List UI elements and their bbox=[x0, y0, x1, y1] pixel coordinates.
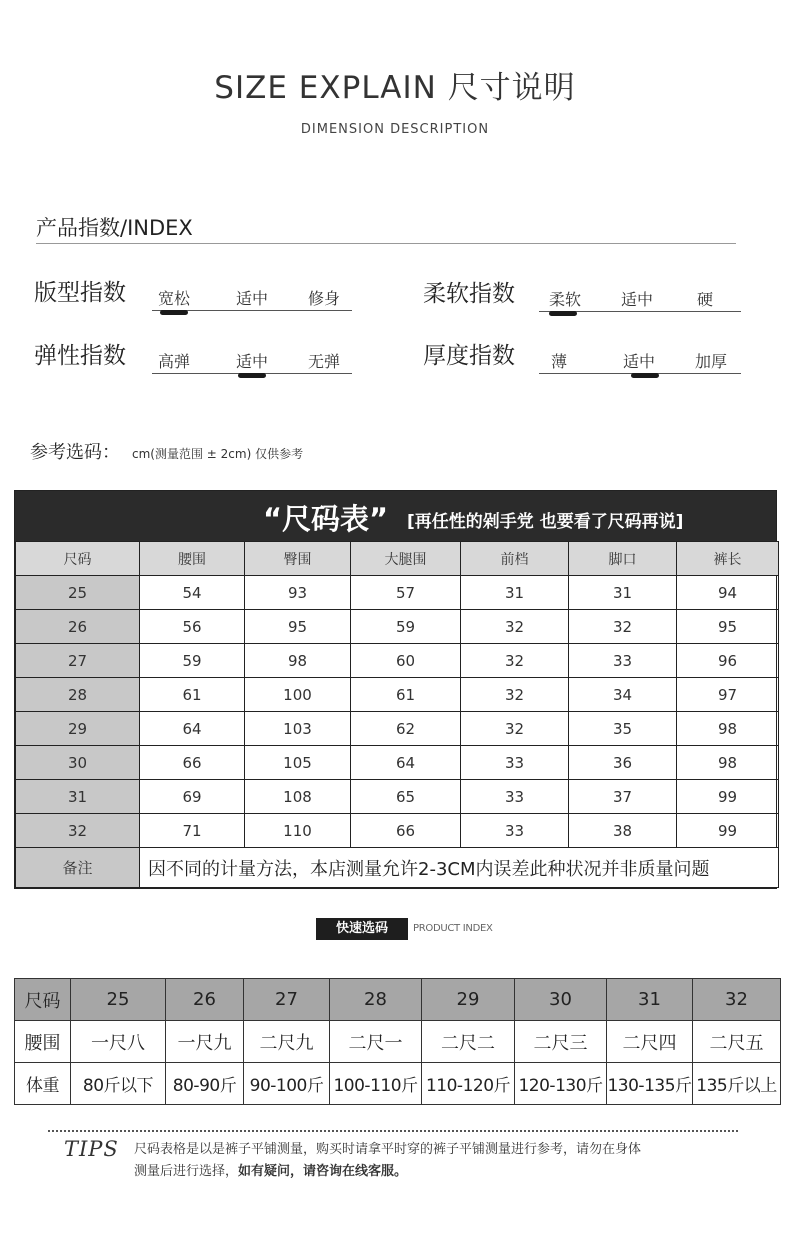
table-cell: 64 bbox=[140, 712, 245, 746]
column-header: 尺码 bbox=[16, 542, 140, 576]
scale-label: 弹性指数 bbox=[34, 343, 126, 369]
table-row bbox=[16, 814, 779, 848]
quick-cell: 110-120斤 bbox=[422, 1063, 515, 1105]
size-chart-banner bbox=[15, 491, 776, 541]
quick-select-badge: 快速选码 bbox=[316, 918, 408, 940]
column-header: 腰围 bbox=[140, 542, 245, 576]
table-cell: 61 bbox=[351, 678, 461, 712]
scale-option: 硬 bbox=[697, 290, 714, 309]
scale-option: 柔软 bbox=[549, 290, 582, 309]
tips-line-2a: 测量后进行选择， bbox=[134, 1164, 239, 1179]
quick-cell: 二尺三 bbox=[515, 1021, 607, 1063]
table-cell: 31 bbox=[461, 576, 569, 610]
size-chart-title: “尺码表” bbox=[263, 502, 389, 536]
quick-row-label: 尺码 bbox=[15, 979, 71, 1021]
quick-cell: 一尺九 bbox=[166, 1021, 244, 1063]
table-cell: 69 bbox=[140, 780, 245, 814]
size-cell: 32 bbox=[16, 814, 140, 848]
tips-tag: TIPS bbox=[64, 1137, 119, 1161]
table-cell: 97 bbox=[677, 678, 779, 712]
quick-cell: 一尺八 bbox=[71, 1021, 166, 1063]
table-cell: 98 bbox=[677, 712, 779, 746]
table-row bbox=[16, 644, 779, 678]
quick-cell: 80-90斤 bbox=[166, 1063, 244, 1105]
table-cell: 110 bbox=[245, 814, 351, 848]
quick-cell: 130-135斤 bbox=[607, 1063, 693, 1105]
quick-cell: 二尺五 bbox=[693, 1021, 781, 1063]
quick-cell: 27 bbox=[244, 979, 330, 1021]
table-cell: 61 bbox=[140, 678, 245, 712]
table-row bbox=[16, 610, 779, 644]
table-cell: 93 bbox=[245, 576, 351, 610]
quick-cell: 120-130斤 bbox=[515, 1063, 607, 1105]
softness-index-scale bbox=[423, 275, 743, 315]
table-row bbox=[16, 712, 779, 746]
table-cell: 37 bbox=[569, 780, 677, 814]
table-cell: 57 bbox=[351, 576, 461, 610]
column-header: 裤长 bbox=[677, 542, 779, 576]
quick-select-table bbox=[14, 978, 781, 1105]
column-header: 脚口 bbox=[569, 542, 677, 576]
scale-option: 适中 bbox=[621, 290, 654, 309]
table-cell: 32 bbox=[569, 610, 677, 644]
size-cell: 28 bbox=[16, 678, 140, 712]
tips-line-1: 尺码表格是以是裤子平铺测量，购买时请拿平时穿的裤子平铺测量进行参考，请勿在身体 bbox=[134, 1142, 642, 1157]
quick-cell: 30 bbox=[515, 979, 607, 1021]
table-header-row bbox=[16, 542, 779, 576]
quick-cell: 32 bbox=[693, 979, 781, 1021]
thickness-index-scale bbox=[423, 337, 743, 377]
index-divider bbox=[36, 243, 736, 244]
table-cell: 96 bbox=[677, 644, 779, 678]
quick-cell: 100-110斤 bbox=[330, 1063, 422, 1105]
table-cell: 32 bbox=[461, 610, 569, 644]
table-cell: 100 bbox=[245, 678, 351, 712]
scale-option: 修身 bbox=[308, 289, 341, 308]
quick-cell: 90-100斤 bbox=[244, 1063, 330, 1105]
quick-row-label: 体重 bbox=[15, 1063, 71, 1105]
scale-option: 薄 bbox=[551, 352, 568, 371]
scale-label: 厚度指数 bbox=[423, 343, 515, 369]
table-cell: 59 bbox=[140, 644, 245, 678]
page-title: SIZE EXPLAIN 尺寸说明 bbox=[214, 70, 576, 106]
reference-note: cm(测量范围 ± 2cm) 仅供参考 bbox=[132, 447, 304, 461]
quick-cell: 26 bbox=[166, 979, 244, 1021]
reference-label: 参考选码： bbox=[30, 442, 120, 463]
column-header: 大腿围 bbox=[351, 542, 461, 576]
table-cell: 32 bbox=[461, 712, 569, 746]
table-cell: 94 bbox=[677, 576, 779, 610]
table-cell: 71 bbox=[140, 814, 245, 848]
table-cell: 33 bbox=[461, 780, 569, 814]
tips-line-2b: 如有疑问，请咨询在线客服。 bbox=[238, 1164, 408, 1179]
quick-cell: 28 bbox=[330, 979, 422, 1021]
scale-label: 版型指数 bbox=[34, 280, 126, 306]
quick-header-row bbox=[15, 979, 781, 1021]
scale-option: 适中 bbox=[236, 352, 269, 371]
size-cell: 29 bbox=[16, 712, 140, 746]
table-row bbox=[16, 576, 779, 610]
table-cell: 62 bbox=[351, 712, 461, 746]
scale-label: 柔软指数 bbox=[423, 281, 515, 307]
scale-selected-marker bbox=[631, 373, 659, 378]
size-chart-table bbox=[15, 541, 779, 888]
quick-cell: 29 bbox=[422, 979, 515, 1021]
table-cell: 103 bbox=[245, 712, 351, 746]
table-cell: 64 bbox=[351, 746, 461, 780]
table-cell: 35 bbox=[569, 712, 677, 746]
table-cell: 31 bbox=[569, 576, 677, 610]
quick-cell: 80斤以下 bbox=[71, 1063, 166, 1105]
table-cell: 33 bbox=[461, 814, 569, 848]
quick-cell: 25 bbox=[71, 979, 166, 1021]
table-row bbox=[16, 780, 779, 814]
quick-cell: 二尺四 bbox=[607, 1021, 693, 1063]
scale-option: 无弹 bbox=[308, 352, 341, 371]
quick-row-label: 腰围 bbox=[15, 1021, 71, 1063]
quick-cell: 二尺二 bbox=[422, 1021, 515, 1063]
table-cell: 33 bbox=[461, 746, 569, 780]
reference-size-label bbox=[30, 438, 303, 464]
scale-selected-marker bbox=[160, 310, 188, 315]
table-cell: 56 bbox=[140, 610, 245, 644]
table-row bbox=[16, 746, 779, 780]
scale-option: 适中 bbox=[623, 352, 656, 371]
scale-option: 宽松 bbox=[158, 289, 191, 308]
scale-selected-marker bbox=[238, 373, 266, 378]
tips-divider bbox=[48, 1130, 738, 1132]
table-cell: 38 bbox=[569, 814, 677, 848]
quick-cell: 135斤以上 bbox=[693, 1063, 781, 1105]
notes-text: 因不同的计量方法，本店测量允许2-3CM内误差此种状况并非质量问题 bbox=[140, 848, 779, 888]
table-cell: 65 bbox=[351, 780, 461, 814]
scale-option: 适中 bbox=[236, 289, 269, 308]
table-cell: 59 bbox=[351, 610, 461, 644]
quick-cell: 二尺九 bbox=[244, 1021, 330, 1063]
quick-row bbox=[15, 1063, 781, 1105]
size-cell: 27 bbox=[16, 644, 140, 678]
table-cell: 54 bbox=[140, 576, 245, 610]
table-cell: 95 bbox=[677, 610, 779, 644]
table-cell: 34 bbox=[569, 678, 677, 712]
scale-selected-marker bbox=[549, 311, 577, 316]
table-cell: 105 bbox=[245, 746, 351, 780]
table-cell: 60 bbox=[351, 644, 461, 678]
notes-label: 备注 bbox=[16, 848, 140, 888]
notes-row bbox=[16, 848, 779, 888]
tips-line-2 bbox=[134, 1161, 734, 1183]
scale-option: 加厚 bbox=[695, 352, 728, 371]
table-cell: 99 bbox=[677, 814, 779, 848]
table-cell: 66 bbox=[351, 814, 461, 848]
size-chart bbox=[14, 490, 777, 889]
table-cell: 66 bbox=[140, 746, 245, 780]
quick-cell: 31 bbox=[607, 979, 693, 1021]
table-cell: 99 bbox=[677, 780, 779, 814]
table-cell: 36 bbox=[569, 746, 677, 780]
size-cell: 25 bbox=[16, 576, 140, 610]
table-cell: 32 bbox=[461, 678, 569, 712]
table-cell: 98 bbox=[677, 746, 779, 780]
table-cell: 108 bbox=[245, 780, 351, 814]
column-header: 臀围 bbox=[245, 542, 351, 576]
page-subtitle: DIMENSION DESCRIPTION bbox=[300, 122, 490, 137]
size-cell: 26 bbox=[16, 610, 140, 644]
scale-option: 高弹 bbox=[158, 352, 191, 371]
elasticity-index-scale bbox=[34, 337, 354, 377]
size-cell: 30 bbox=[16, 746, 140, 780]
column-header: 前档 bbox=[461, 542, 569, 576]
size-cell: 31 bbox=[16, 780, 140, 814]
quick-select-subtitle: PRODUCT INDEX bbox=[413, 923, 493, 934]
tips-text bbox=[134, 1139, 734, 1183]
index-heading: 产品指数/INDEX bbox=[36, 216, 193, 240]
size-chart-slogan: [再任性的剁手党 也要看了尺码再说] bbox=[407, 512, 684, 532]
table-cell: 33 bbox=[569, 644, 677, 678]
table-cell: 32 bbox=[461, 644, 569, 678]
quick-cell: 二尺一 bbox=[330, 1021, 422, 1063]
table-cell: 98 bbox=[245, 644, 351, 678]
fit-index-scale bbox=[34, 274, 354, 314]
quick-row bbox=[15, 1021, 781, 1063]
table-row bbox=[16, 678, 779, 712]
table-cell: 95 bbox=[245, 610, 351, 644]
